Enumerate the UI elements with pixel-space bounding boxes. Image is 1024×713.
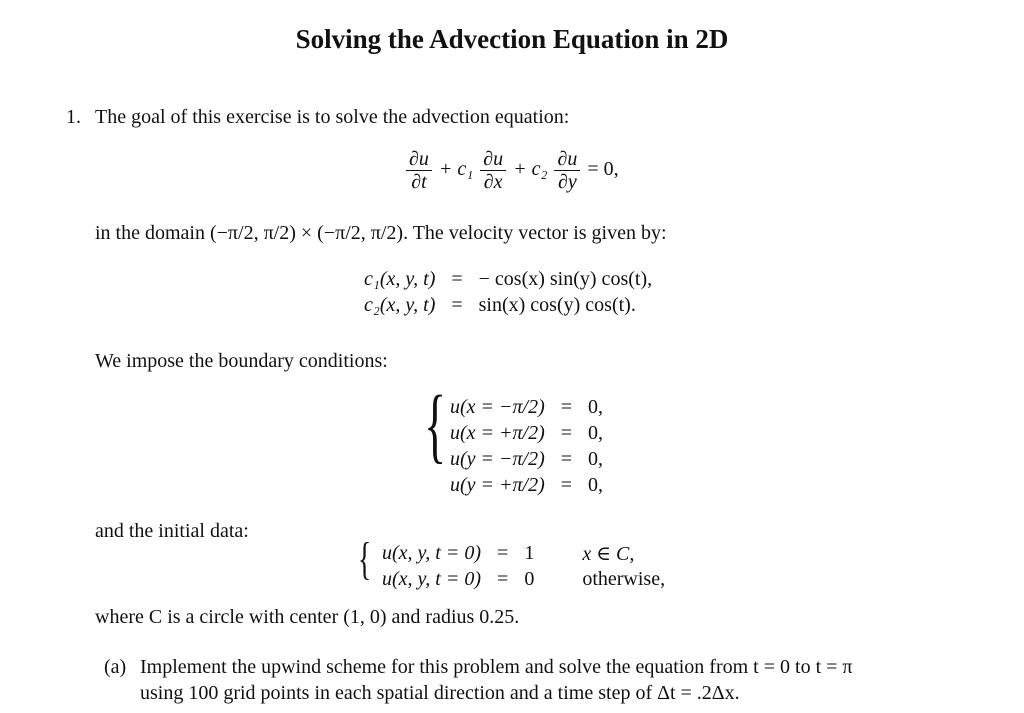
bc-intro-text: We impose the boundary conditions: [95, 350, 388, 372]
boundary-row [450, 446, 611, 472]
initial-eq: = [497, 541, 509, 564]
boundary-rhs: 0, [588, 473, 604, 496]
boundary-rhs: 0, [588, 395, 604, 418]
intro-text: The goal of this exercise is to solve the advection equation: [95, 106, 570, 128]
boundary-row [450, 420, 611, 446]
sub-item-line2: using 100 grid points in each spatial direction and a time step of Δt = .2Δx. [140, 682, 740, 704]
circle-text: where C is a circle with center (1, 0) and radius 0.25. [95, 606, 520, 628]
pde-dx: ∂x [483, 171, 503, 193]
boundary-lhs: u(x = +π/2) [450, 421, 545, 444]
boundary-eq: = [560, 421, 573, 444]
initial-lhs: u(x, y, t = 0) [382, 541, 482, 564]
velocity-row [364, 266, 660, 292]
initial-cond: otherwise, [582, 567, 666, 590]
pde-c2-term: + c₂ [513, 158, 548, 181]
velocity-rhs: sin(x) cos(y) cos(t). [478, 293, 636, 316]
pde-dt: ∂t [411, 171, 427, 193]
page-title: Solving the Advection Equation in 2D [295, 24, 729, 54]
pde-dy: ∂y [558, 171, 577, 193]
velocity-row [364, 292, 660, 318]
pde-du: ∂u [480, 148, 506, 171]
domain-text: in the domain (−π/2, π/2) × (−π/2, π/2). The velocity vector is given by: [95, 222, 667, 244]
initial-rhs: 1 [524, 541, 535, 564]
velocity-eq: = [451, 267, 463, 290]
pde-equation [404, 148, 619, 193]
velocity-eq: = [451, 293, 463, 316]
pde-du: ∂u [406, 148, 432, 171]
boundary-row [450, 394, 611, 420]
initial-row [382, 566, 673, 592]
boundary-rhs: 0, [588, 421, 604, 444]
boundary-lhs: u(x = −π/2) [450, 395, 545, 418]
sub-item-line1: Implement the upwind scheme for this problem and solve the equation from t = 0 to t = π [140, 656, 853, 678]
boundary-lhs: u(y = +π/2) [450, 473, 545, 496]
pde-c1-term: + c₁ [438, 158, 474, 181]
left-brace-icon: { [424, 379, 447, 472]
velocity-lhs: c₁(x, y, t) [364, 267, 436, 290]
velocity-lhs: c₂(x, y, t) [364, 293, 436, 316]
velocity-equations [364, 266, 660, 318]
initial-cond: x ∈ C, [582, 542, 635, 565]
item-number: 1. [66, 106, 81, 128]
boundary-lhs: u(y = −π/2) [450, 447, 545, 470]
initial-row [382, 540, 673, 566]
boundary-eq: = [560, 395, 573, 418]
left-brace-icon: { [358, 533, 372, 584]
boundary-eq: = [560, 447, 573, 470]
initial-eq: = [497, 567, 509, 590]
initial-rhs: 0 [524, 567, 535, 590]
pde-rhs: = 0, [587, 158, 619, 181]
initial-conditions [382, 540, 673, 592]
initial-lhs: u(x, y, t = 0) [382, 567, 482, 590]
boundary-rhs: 0, [588, 447, 604, 470]
boundary-row [450, 472, 611, 498]
boundary-conditions [450, 394, 611, 498]
pde-du: ∂u [554, 148, 580, 171]
ic-intro-text: and the initial data: [95, 520, 249, 542]
velocity-rhs: − cos(x) sin(y) cos(t), [478, 267, 653, 290]
boundary-eq: = [560, 473, 573, 496]
sub-item-label: (a) [104, 656, 127, 678]
